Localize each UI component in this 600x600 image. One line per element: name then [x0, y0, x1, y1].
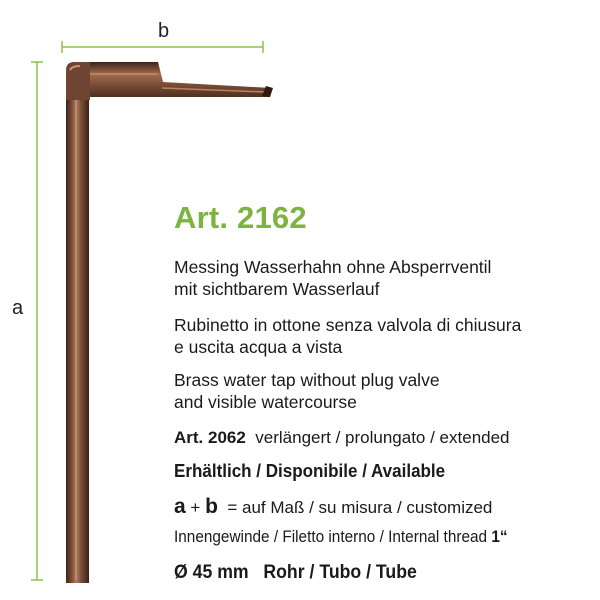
tube-line — [174, 562, 417, 584]
description-italian-line2: e uscita acqua a vista — [174, 337, 343, 357]
custom-plus: + — [190, 498, 201, 517]
custom-text: = auf Maß / su misura / customized — [227, 498, 493, 517]
custom-b: b — [205, 495, 218, 518]
thread-size: 1“ — [491, 528, 508, 546]
variant-line — [174, 428, 510, 448]
dimension-a — [31, 62, 43, 580]
dimension-a-label: a — [12, 297, 24, 319]
variant-text: verlängert / prolungato / extended — [255, 428, 510, 447]
variant-article: Art. 2062 — [174, 428, 246, 447]
description-english — [174, 369, 440, 413]
dimension-b-label: b — [158, 20, 170, 42]
article-title: Art. 2162 — [174, 200, 307, 235]
thread-line — [174, 528, 508, 547]
thread-text: Innengewinde / Filetto interno / Internal thread — [174, 528, 488, 546]
description-german — [174, 256, 491, 300]
availability-line: Erhältlich / Disponibile / Available — [174, 460, 446, 481]
description-italian — [174, 314, 521, 358]
tube-diameter: Ø 45 mm — [174, 562, 249, 583]
tube-text: Rohr / Tubo / Tube — [263, 562, 417, 583]
description-german-line1: Messing Wasserhahn ohne Absperrventil — [174, 257, 492, 277]
description-english-line2: and visible watercourse — [174, 392, 357, 412]
custom-a: a — [174, 495, 186, 518]
description-english-line1: Brass water tap without plug valve — [174, 370, 440, 390]
description-german-line2: mit sichtbarem Wasserlauf — [174, 279, 380, 299]
custom-size-line — [174, 495, 492, 519]
description-italian-line1: Rubinetto in ottone senza valvola di chiusura — [174, 315, 522, 335]
